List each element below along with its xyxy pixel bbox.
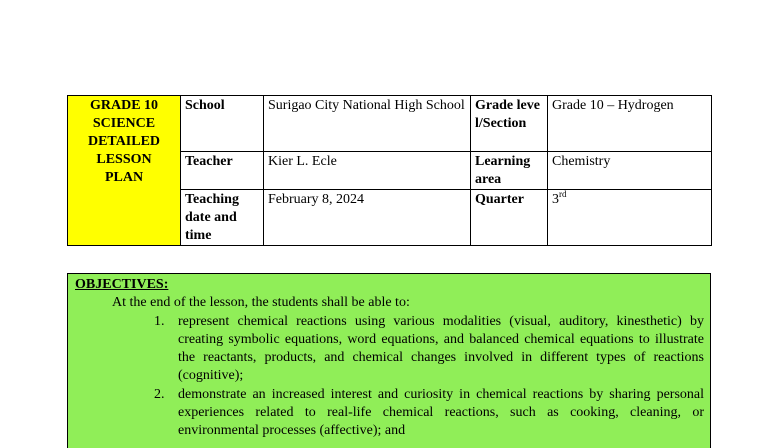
title-line: LESSON xyxy=(96,152,152,167)
teacher-label: Teacher xyxy=(181,152,264,190)
title-line: GRADE 10 xyxy=(89,98,159,113)
quarter-label: Quarter xyxy=(471,190,548,246)
quarter-suffix: rd xyxy=(559,189,567,199)
objectives-intro: At the end of the lesson, the students shall be able to: xyxy=(112,295,410,310)
teaching-date-value: February 8, 2024 xyxy=(264,190,471,246)
school-value: Surigao City National High School xyxy=(264,96,471,152)
lesson-plan-header-table xyxy=(67,95,712,246)
title-line: DETAILED xyxy=(87,134,161,149)
learning-area-value: Chemistry xyxy=(548,152,712,190)
teaching-date-label: Teaching date and time xyxy=(181,190,264,246)
quarter-value xyxy=(548,190,712,246)
teacher-value: Kier L. Ecle xyxy=(264,152,471,190)
objective-number: 2. xyxy=(154,387,165,402)
objective-item xyxy=(154,313,704,385)
objective-number: 1. xyxy=(154,314,165,329)
grade-level-value: Grade 10 – Hydrogen xyxy=(548,96,712,152)
title-line: PLAN xyxy=(104,170,144,185)
objective-text: demonstrate an increased interest and curiosity in chemical reactions by sharing personal experiences related to real-life chemical reactions, such as cooking, cleaning, or environmental processes (affective); and xyxy=(178,387,704,438)
objectives-section xyxy=(67,273,711,448)
objective-item xyxy=(154,386,704,440)
learning-area-label: Learning area xyxy=(471,152,548,190)
objectives-list xyxy=(154,313,704,441)
grade-level-label: Grade level/Section xyxy=(471,96,548,152)
quarter-number: 3 xyxy=(552,192,559,207)
title-line: SCIENCE xyxy=(92,116,156,131)
objectives-heading: OBJECTIVES: xyxy=(75,277,169,292)
objective-text: represent chemical reactions using various modalities (visual, auditory, kinesthetic) by creating symbolic equations, word equations, and balanced chemical equations to illustrate the reactants, products, and chemical changes involved in different types of reactions (cognitive); xyxy=(178,314,704,383)
lesson-plan-title xyxy=(68,96,181,246)
school-label: School xyxy=(181,96,264,152)
